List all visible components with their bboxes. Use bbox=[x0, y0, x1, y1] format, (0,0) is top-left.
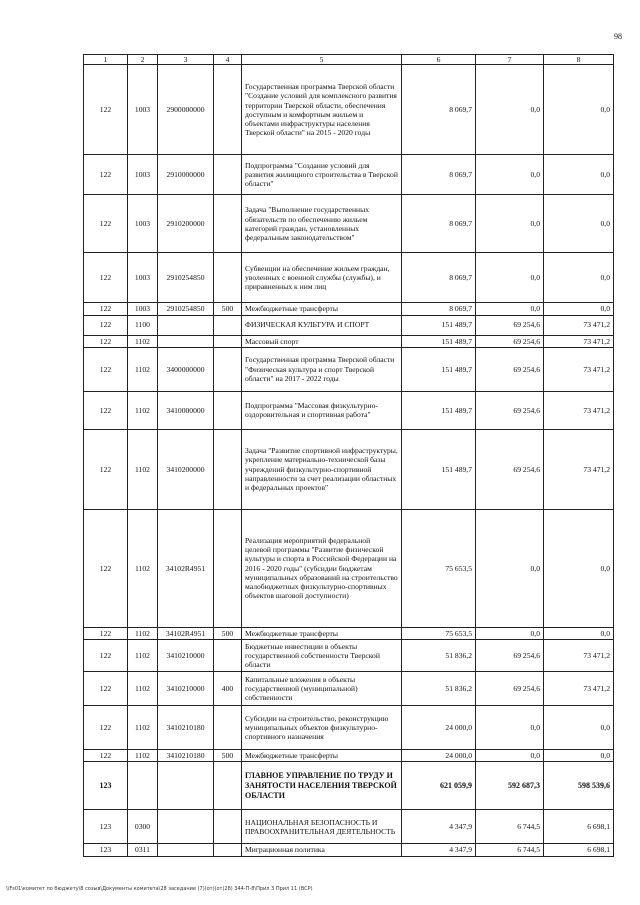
cell-amount-2020: 73 471,2 bbox=[544, 347, 614, 391]
cell-expense-type: 500 bbox=[214, 750, 242, 762]
cell-expense-type bbox=[214, 155, 242, 195]
cell-expense-type: 500 bbox=[214, 627, 242, 639]
cell-expense-type bbox=[214, 844, 242, 856]
cell-amount-2019: 69 254,6 bbox=[476, 640, 544, 672]
cell-amount-2019: 0,0 bbox=[476, 750, 544, 762]
cell-admin-code: 122 bbox=[84, 706, 128, 750]
cell-description: Задача "Развитие спортивной инфраструктуры, укрепление материально-технической базы учреждений физкультурно-спортивной направленности за счет реализации областных и федеральных проектов" bbox=[242, 429, 402, 509]
table-row bbox=[84, 347, 614, 391]
table-row bbox=[84, 253, 614, 303]
cell-amount-2019: 69 254,6 bbox=[476, 391, 544, 429]
cell-amount-2019: 0,0 bbox=[476, 706, 544, 750]
cell-admin-code: 122 bbox=[84, 750, 128, 762]
cell-amount-2020: 0,0 bbox=[544, 253, 614, 303]
table-row bbox=[84, 429, 614, 509]
column-header-7: 7 bbox=[476, 55, 544, 65]
cell-expense-type bbox=[214, 810, 242, 844]
cell-description: Подпрограмма "Массовая физкультурно-оздоровительная и спортивная работа" bbox=[242, 391, 402, 429]
table-body bbox=[84, 65, 614, 856]
cell-description: Государственная программа Тверской области "Создание условий для комплексного развития территории Тверской области, обеспечения доступным и комфортным жильем и объектами инфраструктуры населения Тверской области" на 2015 - 2020 годы bbox=[242, 65, 402, 155]
cell-amount-2018: 151 489,7 bbox=[402, 315, 476, 335]
cell-expense-type bbox=[214, 706, 242, 750]
cell-admin-code: 122 bbox=[84, 627, 128, 639]
cell-amount-2020: 0,0 bbox=[544, 303, 614, 315]
cell-expense-type bbox=[214, 347, 242, 391]
cell-amount-2018: 8 069,7 bbox=[402, 303, 476, 315]
cell-target-article: 34102R4951 bbox=[158, 509, 214, 627]
cell-admin-code: 122 bbox=[84, 195, 128, 253]
cell-target-article: 2910000000 bbox=[158, 155, 214, 195]
cell-section-code bbox=[128, 762, 158, 810]
cell-admin-code: 122 bbox=[84, 65, 128, 155]
cell-section-code: 1102 bbox=[128, 750, 158, 762]
cell-section-code: 1102 bbox=[128, 706, 158, 750]
cell-description: ФИЗИЧЕСКАЯ КУЛЬТУРА И СПОРТ bbox=[242, 315, 402, 335]
cell-expense-type: 400 bbox=[214, 672, 242, 706]
cell-description: Задача "Выполнение государственных обязательств по обеспечению жильем категорий граждан, установленных федеральным законодательством" bbox=[242, 195, 402, 253]
cell-section-code: 1102 bbox=[128, 391, 158, 429]
cell-amount-2019: 69 254,6 bbox=[476, 315, 544, 335]
cell-amount-2020: 73 471,2 bbox=[544, 640, 614, 672]
cell-amount-2018: 8 069,7 bbox=[402, 195, 476, 253]
cell-admin-code: 122 bbox=[84, 253, 128, 303]
cell-section-code: 1102 bbox=[128, 347, 158, 391]
page-number: 98 bbox=[614, 32, 622, 41]
budget-table bbox=[83, 54, 614, 857]
cell-description: Массовый спорт bbox=[242, 335, 402, 347]
cell-amount-2019: 0,0 bbox=[476, 253, 544, 303]
column-header-2: 2 bbox=[128, 55, 158, 65]
cell-section-code: 1102 bbox=[128, 335, 158, 347]
cell-amount-2020: 598 539,6 bbox=[544, 762, 614, 810]
column-header-1: 1 bbox=[84, 55, 128, 65]
table-row bbox=[84, 315, 614, 335]
cell-target-article: 2910254850 bbox=[158, 303, 214, 315]
cell-amount-2018: 8 069,7 bbox=[402, 155, 476, 195]
table-row bbox=[84, 706, 614, 750]
cell-target-article: 3410000000 bbox=[158, 391, 214, 429]
cell-admin-code: 122 bbox=[84, 155, 128, 195]
cell-target-article: 3400000000 bbox=[158, 347, 214, 391]
cell-amount-2018: 151 489,7 bbox=[402, 429, 476, 509]
cell-target-article: 34102R4951 bbox=[158, 627, 214, 639]
cell-amount-2020: 73 471,2 bbox=[544, 391, 614, 429]
cell-amount-2018: 24 000,0 bbox=[402, 750, 476, 762]
cell-amount-2020: 0,0 bbox=[544, 509, 614, 627]
cell-amount-2018: 151 489,7 bbox=[402, 347, 476, 391]
cell-admin-code: 122 bbox=[84, 391, 128, 429]
cell-amount-2020: 0,0 bbox=[544, 155, 614, 195]
cell-admin-code: 122 bbox=[84, 335, 128, 347]
column-header-6: 6 bbox=[402, 55, 476, 65]
cell-amount-2018: 4 347,9 bbox=[402, 844, 476, 856]
cell-section-code: 1102 bbox=[128, 672, 158, 706]
table-row bbox=[84, 640, 614, 672]
cell-target-article: 3410210000 bbox=[158, 672, 214, 706]
cell-section-code: 1102 bbox=[128, 509, 158, 627]
cell-amount-2018: 75 653,5 bbox=[402, 509, 476, 627]
cell-admin-code: 122 bbox=[84, 303, 128, 315]
cell-description: Подпрограмма "Создание условий для развития жилищного строительства в Тверской области" bbox=[242, 155, 402, 195]
cell-amount-2020: 0,0 bbox=[544, 65, 614, 155]
cell-expense-type bbox=[214, 391, 242, 429]
cell-amount-2019: 0,0 bbox=[476, 155, 544, 195]
cell-target-article bbox=[158, 762, 214, 810]
cell-amount-2018: 51 836,2 bbox=[402, 672, 476, 706]
cell-section-code: 1102 bbox=[128, 640, 158, 672]
cell-description: НАЦИОНАЛЬНАЯ БЕЗОПАСНОСТЬ И ПРАВООХРАНИТЕЛЬНАЯ ДЕЯТЕЛЬНОСТЬ bbox=[242, 810, 402, 844]
cell-admin-code: 122 bbox=[84, 347, 128, 391]
cell-section-code: 1102 bbox=[128, 627, 158, 639]
table-row bbox=[84, 391, 614, 429]
cell-amount-2020: 0,0 bbox=[544, 627, 614, 639]
cell-section-code: 1003 bbox=[128, 155, 158, 195]
cell-target-article: 3410210000 bbox=[158, 640, 214, 672]
cell-description: Бюджетные инвестиции в объекты государственной собственности Тверской области bbox=[242, 640, 402, 672]
cell-amount-2020: 73 471,2 bbox=[544, 335, 614, 347]
cell-expense-type bbox=[214, 509, 242, 627]
cell-amount-2020: 0,0 bbox=[544, 195, 614, 253]
cell-section-code: 0311 bbox=[128, 844, 158, 856]
cell-description: Капитальные вложения в объекты государственной (муниципальной) собственности bbox=[242, 672, 402, 706]
table-header-row bbox=[84, 55, 614, 65]
cell-expense-type bbox=[214, 195, 242, 253]
cell-expense-type bbox=[214, 335, 242, 347]
cell-target-article bbox=[158, 844, 214, 856]
cell-amount-2019: 69 254,6 bbox=[476, 347, 544, 391]
cell-amount-2020: 73 471,2 bbox=[544, 429, 614, 509]
cell-amount-2019: 0,0 bbox=[476, 303, 544, 315]
cell-amount-2019: 0,0 bbox=[476, 65, 544, 155]
cell-amount-2018: 621 059,9 bbox=[402, 762, 476, 810]
cell-amount-2018: 151 489,7 bbox=[402, 391, 476, 429]
cell-section-code: 1003 bbox=[128, 65, 158, 155]
cell-amount-2019: 69 254,6 bbox=[476, 335, 544, 347]
cell-admin-code: 122 bbox=[84, 429, 128, 509]
cell-description: Межбюджетные трансферты bbox=[242, 303, 402, 315]
cell-amount-2018: 4 347,9 bbox=[402, 810, 476, 844]
cell-expense-type bbox=[214, 253, 242, 303]
cell-expense-type bbox=[214, 65, 242, 155]
cell-admin-code: 122 bbox=[84, 509, 128, 627]
cell-target-article: 3410200000 bbox=[158, 429, 214, 509]
table-row bbox=[84, 65, 614, 155]
cell-admin-code: 122 bbox=[84, 315, 128, 335]
cell-amount-2019: 69 254,6 bbox=[476, 429, 544, 509]
column-header-8: 8 bbox=[544, 55, 614, 65]
column-header-3: 3 bbox=[158, 55, 214, 65]
cell-admin-code: 122 bbox=[84, 672, 128, 706]
cell-description: Межбюджетные трансферты bbox=[242, 750, 402, 762]
cell-admin-code: 123 bbox=[84, 762, 128, 810]
cell-section-code: 1100 bbox=[128, 315, 158, 335]
cell-amount-2020: 6 698,1 bbox=[544, 844, 614, 856]
table-row bbox=[84, 627, 614, 639]
cell-target-article: 2900000000 bbox=[158, 65, 214, 155]
cell-description: Государственная программа Тверской области "Физическая культура и спорт Тверской области" на 2017 - 2022 годы bbox=[242, 347, 402, 391]
cell-admin-code: 123 bbox=[84, 810, 128, 844]
cell-amount-2019: 0,0 bbox=[476, 195, 544, 253]
cell-amount-2018: 151 489,7 bbox=[402, 335, 476, 347]
column-header-5: 5 bbox=[242, 55, 402, 65]
cell-amount-2019: 0,0 bbox=[476, 627, 544, 639]
cell-amount-2019: 592 687,3 bbox=[476, 762, 544, 810]
cell-amount-2020: 73 471,2 bbox=[544, 672, 614, 706]
cell-amount-2018: 51 836,2 bbox=[402, 640, 476, 672]
table-row bbox=[84, 195, 614, 253]
cell-expense-type bbox=[214, 762, 242, 810]
cell-target-article: 3410210180 bbox=[158, 750, 214, 762]
cell-amount-2020: 6 698,1 bbox=[544, 810, 614, 844]
cell-amount-2020: 73 471,2 bbox=[544, 315, 614, 335]
cell-description: Миграционная политика bbox=[242, 844, 402, 856]
cell-admin-code: 123 bbox=[84, 844, 128, 856]
cell-target-article bbox=[158, 335, 214, 347]
table-row bbox=[84, 672, 614, 706]
cell-amount-2018: 8 069,7 bbox=[402, 253, 476, 303]
table-row bbox=[84, 335, 614, 347]
cell-amount-2019: 6 744,5 bbox=[476, 810, 544, 844]
table-row bbox=[84, 762, 614, 810]
cell-amount-2020: 0,0 bbox=[544, 750, 614, 762]
cell-expense-type: 500 bbox=[214, 303, 242, 315]
table-row bbox=[84, 810, 614, 844]
cell-expense-type bbox=[214, 640, 242, 672]
table-row bbox=[84, 844, 614, 856]
table-row bbox=[84, 303, 614, 315]
footer-file-path: \\Fs01\комитет по бюджету\8 созыв\Документы комитета\28 заседание (7)(от)(от(28) 344-П-8\Прил 3 Прил 11 (ВСР) bbox=[6, 886, 313, 892]
cell-description: ГЛАВНОЕ УПРАВЛЕНИЕ ПО ТРУДУ И ЗАНЯТОСТИ НАСЕЛЕНИЯ ТВЕРСКОЙ ОБЛАСТИ bbox=[242, 762, 402, 810]
table-row bbox=[84, 750, 614, 762]
column-header-4: 4 bbox=[214, 55, 242, 65]
cell-description: Субсидии на строительство, реконструкцию муниципальных объектов физкультурно-спортивного назначения bbox=[242, 706, 402, 750]
cell-amount-2018: 24 000,0 bbox=[402, 706, 476, 750]
table-row bbox=[84, 155, 614, 195]
cell-expense-type bbox=[214, 315, 242, 335]
cell-description: Субвенции на обеспечение жильем граждан, уволенных с военной службы (службы), и приравненных к ним лиц bbox=[242, 253, 402, 303]
cell-section-code: 1003 bbox=[128, 303, 158, 315]
cell-description: Межбюджетные трансферты bbox=[242, 627, 402, 639]
cell-description: Реализация мероприятий федеральной целевой программы "Развитие физической культуры и спорта в Российской Федерации на 2016 - 2020 годы" (субсидии бюджетам муниципальных образований на строительство малобюджетных физкультурно-спортивных объектов шаговой доступности) bbox=[242, 509, 402, 627]
cell-admin-code: 122 bbox=[84, 640, 128, 672]
cell-target-article: 3410210180 bbox=[158, 706, 214, 750]
cell-section-code: 1003 bbox=[128, 253, 158, 303]
cell-amount-2019: 0,0 bbox=[476, 509, 544, 627]
cell-section-code: 0300 bbox=[128, 810, 158, 844]
cell-amount-2018: 8 069,7 bbox=[402, 65, 476, 155]
cell-section-code: 1102 bbox=[128, 429, 158, 509]
cell-target-article bbox=[158, 810, 214, 844]
cell-target-article: 2910254850 bbox=[158, 253, 214, 303]
table-row bbox=[84, 509, 614, 627]
cell-target-article: 2910200000 bbox=[158, 195, 214, 253]
cell-target-article bbox=[158, 315, 214, 335]
cell-amount-2019: 6 744,5 bbox=[476, 844, 544, 856]
cell-expense-type bbox=[214, 429, 242, 509]
cell-amount-2018: 75 653,5 bbox=[402, 627, 476, 639]
cell-amount-2020: 0,0 bbox=[544, 706, 614, 750]
cell-amount-2019: 69 254,6 bbox=[476, 672, 544, 706]
cell-section-code: 1003 bbox=[128, 195, 158, 253]
